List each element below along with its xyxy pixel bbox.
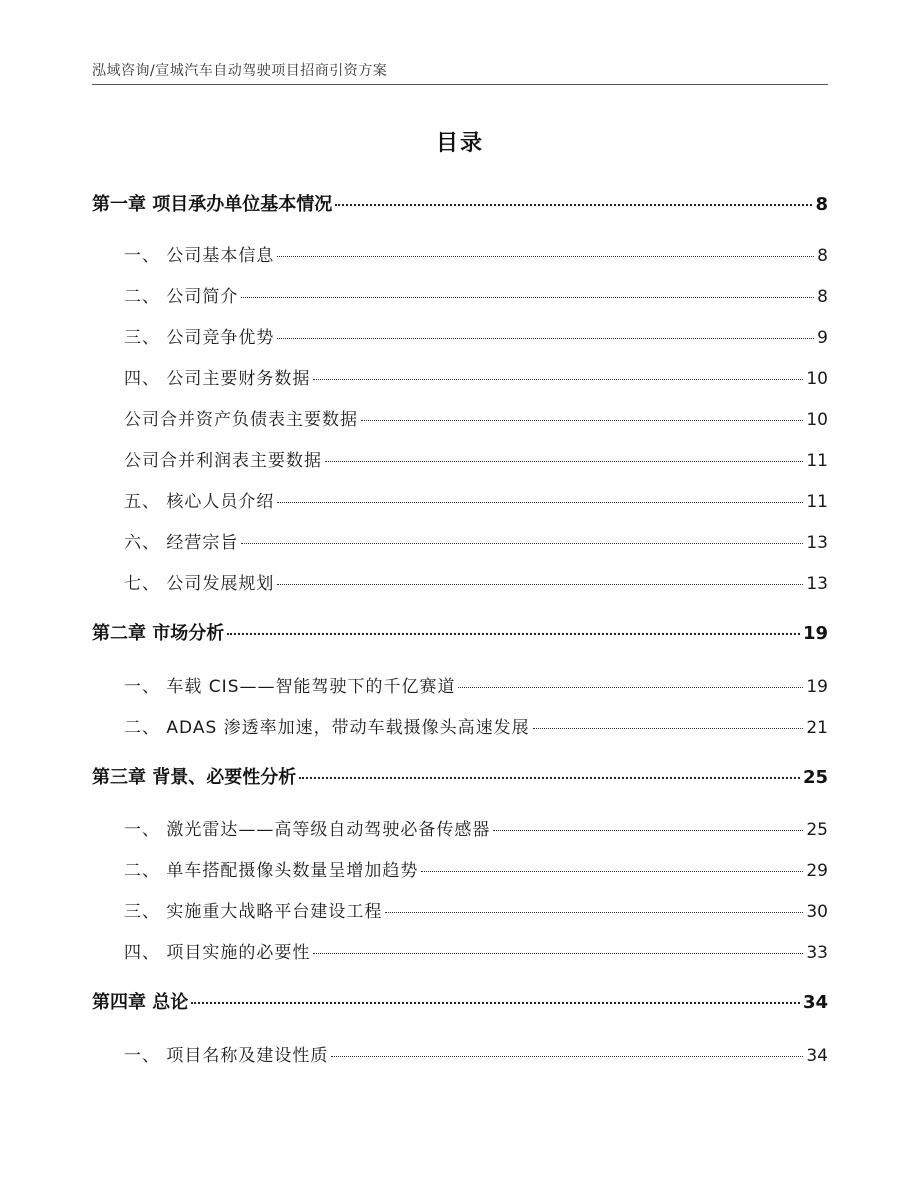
toc-entry-page: 11	[806, 451, 828, 471]
toc-entry-page: 10	[806, 369, 828, 389]
toc-entry[interactable]	[124, 446, 828, 471]
toc-leader-dots	[385, 912, 803, 913]
toc-entry-page: 13	[806, 574, 828, 594]
toc-entry[interactable]	[92, 988, 828, 1014]
toc-entry-label: 二、 单车搭配摄像头数量呈增加趋势	[124, 861, 419, 881]
toc-entry-page: 21	[806, 718, 828, 738]
toc-entry-label: 七、 公司发展规划	[124, 574, 275, 594]
toc-leader-dots	[361, 420, 803, 421]
toc-leader-dots	[191, 1002, 800, 1004]
toc-entry[interactable]	[124, 815, 828, 840]
toc-entry-page: 34	[806, 1046, 828, 1066]
toc-entry[interactable]	[124, 282, 828, 307]
toc-entry-page: 34	[802, 992, 828, 1013]
toc-leader-dots	[299, 777, 800, 779]
toc-entry-label: 五、 核心人员介绍	[124, 492, 275, 512]
toc-entry-label: 一、 项目名称及建设性质	[124, 1046, 329, 1066]
toc-leader-dots	[277, 338, 814, 339]
toc-leader-dots	[458, 687, 803, 688]
toc-leader-dots	[493, 830, 803, 831]
toc-entry-label: 一、 公司基本信息	[124, 246, 275, 266]
toc-leader-dots	[533, 728, 804, 729]
toc-entry[interactable]	[124, 364, 828, 389]
toc-entry[interactable]	[124, 528, 828, 553]
toc-entry-label: 第一章 项目承办单位基本情况	[92, 194, 333, 215]
toc-entry-page: 8	[815, 194, 828, 215]
toc-entry[interactable]	[92, 763, 828, 789]
toc-entry[interactable]	[124, 713, 828, 738]
toc-entry-page: 29	[806, 861, 828, 881]
toc-entry-page: 13	[806, 533, 828, 553]
toc-entry-label: 第二章 市场分析	[92, 623, 225, 644]
toc-entry-label: 一、 激光雷达——高等级自动驾驶必备传感器	[124, 820, 491, 840]
toc-leader-dots	[227, 633, 800, 635]
toc-entry[interactable]	[124, 569, 828, 594]
toc-entry[interactable]	[124, 938, 828, 963]
toc-entry[interactable]	[124, 323, 828, 348]
toc-entry-page: 25	[806, 820, 828, 840]
toc-leader-dots	[277, 584, 803, 585]
toc-entry[interactable]	[124, 241, 828, 266]
toc-entry-page: 11	[806, 492, 828, 512]
toc-entry-label: 三、 公司竞争优势	[124, 328, 275, 348]
running-header: 泓域咨询/宣城汽车自动驾驶项目招商引资方案	[92, 63, 388, 79]
toc-entry-label: 四、 项目实施的必要性	[124, 943, 311, 963]
toc-leader-dots	[241, 297, 814, 298]
toc-entry[interactable]	[124, 897, 828, 922]
toc-leader-dots	[277, 256, 814, 257]
toc-entry-page: 10	[806, 410, 828, 430]
toc-entry-label: 第四章 总论	[92, 992, 189, 1013]
toc-entry[interactable]	[124, 1041, 828, 1066]
toc-leader-dots	[241, 543, 803, 544]
toc-entry-page: 30	[806, 902, 828, 922]
header-rule	[92, 84, 828, 85]
toc-leader-dots	[335, 204, 812, 206]
toc-entry-page: 9	[817, 328, 828, 348]
toc-entry[interactable]	[124, 856, 828, 881]
toc-leader-dots	[313, 953, 803, 954]
toc-entry-page: 19	[806, 677, 828, 697]
toc-entry[interactable]	[124, 405, 828, 430]
toc-entry[interactable]	[124, 487, 828, 512]
toc-entry[interactable]	[92, 619, 828, 645]
toc-entry-label: 三、 实施重大战略平台建设工程	[124, 902, 383, 922]
toc-entry-page: 25	[802, 767, 828, 788]
toc-leader-dots	[421, 871, 803, 872]
toc-entry-label: 六、 经营宗旨	[124, 533, 239, 553]
toc-leader-dots	[277, 502, 803, 503]
toc-entry-page: 8	[817, 287, 828, 307]
toc-leader-dots	[325, 461, 803, 462]
toc-leader-dots	[313, 379, 803, 380]
toc-entry-label: 公司合并资产负债表主要数据	[124, 410, 358, 430]
toc-entry-label: 一、 车载 CIS——智能驾驶下的千亿赛道	[124, 677, 456, 697]
toc-entry-page: 33	[806, 943, 828, 963]
toc-title: 目录	[435, 131, 484, 156]
toc-entry[interactable]	[92, 190, 828, 216]
toc-entry-label: 四、 公司主要财务数据	[124, 369, 311, 389]
toc-entry[interactable]	[124, 672, 828, 697]
toc-entry-page: 19	[802, 623, 828, 644]
toc-entry-label: 第三章 背景、必要性分析	[92, 767, 297, 788]
toc-entry-label: 二、 ADAS 渗透率加速，带动车载摄像头高速发展	[124, 718, 530, 738]
toc-entry-page: 8	[817, 246, 828, 266]
toc-leader-dots	[331, 1056, 803, 1057]
toc-entry-label: 公司合并利润表主要数据	[124, 451, 322, 471]
toc-entry-label: 二、 公司简介	[124, 287, 239, 307]
